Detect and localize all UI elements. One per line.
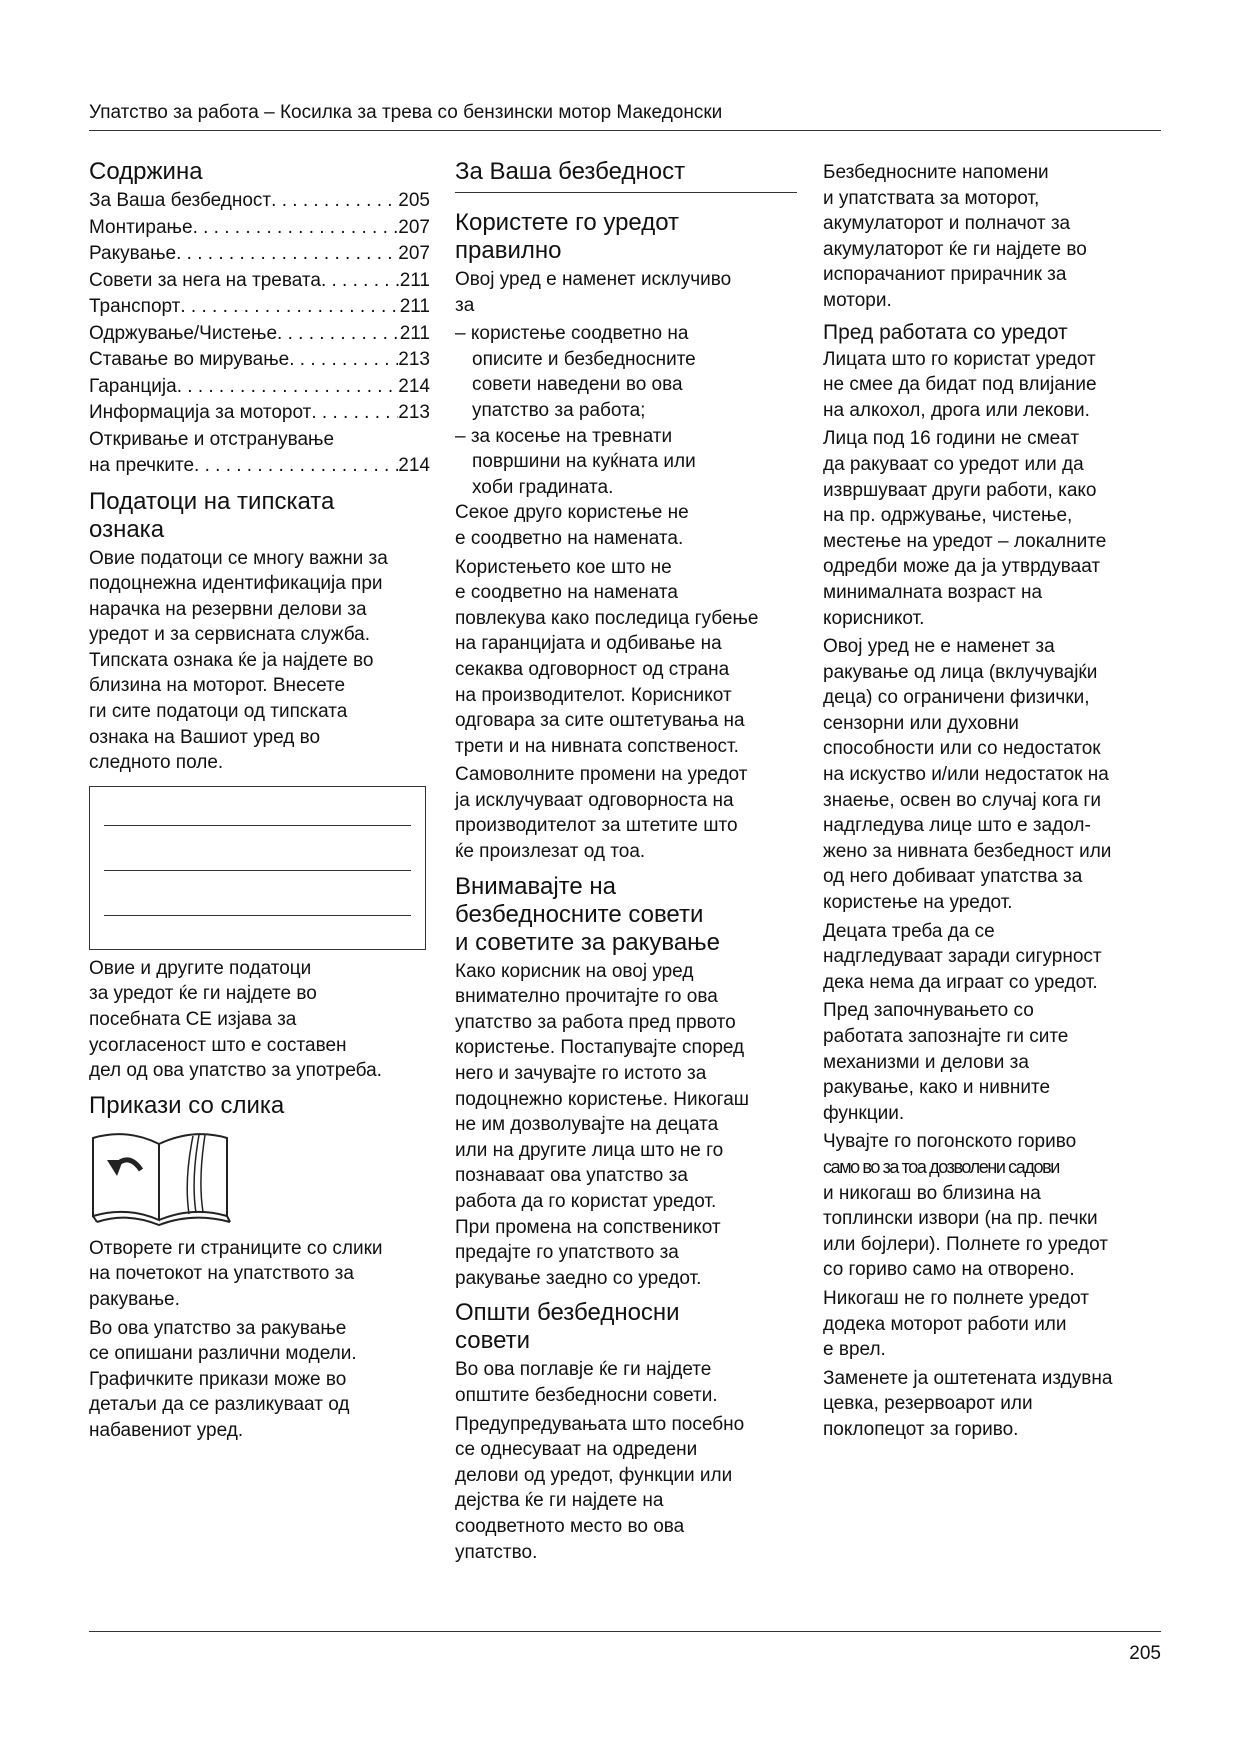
paragraph: [823, 919, 1163, 996]
text-line: Отворете ги страниците со слики: [89, 1237, 383, 1259]
text-line: трети и на нивната сопственост.: [455, 735, 739, 757]
text-line: мотори.: [823, 289, 892, 311]
text-line: Внимавајте на: [455, 872, 617, 900]
section-heading: [89, 1092, 430, 1120]
text-line: Типската ознака ќе ја најдете во: [89, 649, 374, 671]
footer-rule: [89, 1631, 1161, 1632]
text-line: знаење, освен во случај кога ги: [823, 789, 1101, 811]
paragraph: [823, 998, 1163, 1126]
text-line: е врел.: [823, 1339, 886, 1361]
text-line: површини на куќната или: [472, 451, 696, 473]
text-line: додека моторот работи или: [823, 1313, 1067, 1335]
text-line: сензорни или духовни: [823, 712, 1019, 734]
paragraph: [89, 546, 430, 776]
text-line: безбедносните совети: [455, 900, 704, 928]
open-book-icon: [89, 1130, 234, 1228]
toc-page: 213: [398, 402, 430, 423]
text-line: Предупредувањата што посебно: [455, 1413, 745, 1435]
paragraph: [455, 1357, 797, 1408]
text-line: ги сите податоци од типската: [89, 701, 348, 723]
text-line: механизми и делови за: [823, 1051, 1029, 1073]
text-line: детаљи да се разликуваат од: [89, 1394, 350, 1416]
text-line: Децата треба да се: [823, 920, 995, 942]
text-line: се опишани различни модели.: [89, 1343, 357, 1365]
text-line: за уредот ќе ги најдете во: [89, 983, 317, 1005]
paragraph: [823, 1366, 1163, 1443]
paragraph: [455, 555, 797, 760]
text-line: користење на уредот.: [823, 892, 1013, 914]
text-line: производителот за штетите што: [455, 815, 738, 837]
toc-label: Ракување: [89, 243, 177, 264]
text-line: на пр. одржување, чистење,: [823, 505, 1073, 527]
list-item: [455, 321, 797, 423]
text-line: повлекува како последица губење: [455, 607, 759, 629]
text-line: При промена на сопственикот: [455, 1216, 721, 1238]
text-line: ракување.: [89, 1289, 180, 1310]
toc-label: Ставање во мирување: [89, 349, 290, 370]
toc-entry[interactable]: [89, 188, 430, 215]
toc-label: За Ваша безбедност: [89, 190, 272, 211]
text-line: Овие и другите податоци: [89, 957, 312, 979]
toc-entry[interactable]: [89, 453, 430, 480]
text-line: хоби градината.: [472, 476, 614, 498]
text-line: Прикази со слика: [89, 1091, 285, 1119]
section-heading: [455, 158, 797, 193]
text-line: работа да го користат уредот.: [455, 1191, 717, 1212]
text-line: надгледуваат заради сигурност: [823, 946, 1102, 968]
text-line: дел од ова упатство за употреба.: [89, 1060, 382, 1082]
column-2: [455, 158, 797, 1568]
toc-leader: [176, 241, 398, 268]
text-line: ќе произлезат од тоа.: [455, 841, 646, 863]
text-line: Општи безбедносни: [455, 1299, 680, 1327]
text-line: функции.: [823, 1102, 905, 1124]
toc-entry[interactable]: [89, 374, 430, 401]
text-line: Пред започнувањето со: [823, 1000, 1034, 1022]
text-line: дејства ќе ги најдете на: [455, 1490, 664, 1512]
text-line: Графичките прикази може во: [89, 1368, 347, 1390]
text-line: деца) со ограничени физички,: [823, 687, 1090, 709]
text-line: Безбедносните напомени: [823, 162, 1049, 183]
toc-label: Монтирање: [89, 216, 193, 238]
text-line: Како корисник на овој уред: [455, 960, 694, 982]
text-line: упатство.: [455, 1541, 538, 1563]
text-line: Самоволните промени на уредот: [455, 764, 748, 786]
text-line: или на другите лица што не го: [455, 1139, 724, 1161]
text-line: е соодветно на намената: [455, 582, 678, 604]
text-line: делови од уредот, функции или: [455, 1464, 733, 1486]
toc-page: 211: [399, 322, 430, 344]
type-plate-entry-field: [89, 786, 426, 950]
text-line: ракување од лица (вклучувајќи: [823, 661, 1098, 683]
text-line: на производителот. Корисникот: [455, 684, 732, 706]
text-line: следното поле.: [89, 752, 224, 774]
text-line: на гаранцијата и одбивање на: [455, 633, 722, 655]
text-line: само во за тоа дозволени садови: [823, 1156, 1059, 1177]
paragraph: [455, 267, 797, 318]
text-line: поклопецот за гориво.: [823, 1418, 1019, 1440]
text-line: За Ваша безбедност: [455, 158, 686, 185]
text-line: надгледува лице што е задол-: [823, 815, 1091, 837]
toc-label: Одржување/Чистење: [89, 322, 278, 344]
toc-page: 214: [398, 455, 430, 476]
paragraph: [455, 959, 797, 1292]
list-item: [455, 424, 797, 501]
toc-leader: [311, 400, 398, 427]
paragraph: [455, 500, 797, 551]
toc-page: 213: [398, 349, 430, 370]
toc-leader: [271, 188, 398, 215]
text-line: ознака на Вашиот уред во: [89, 726, 321, 748]
toc-page: 207: [398, 216, 430, 238]
text-line: нарачка на резервни делови за: [89, 598, 367, 620]
text-line: описите и безбедносните: [472, 348, 696, 370]
text-line: Пред работата со уредот: [823, 320, 1068, 344]
text-line: Лица под 16 години не смеат: [823, 428, 1080, 450]
text-line: за: [455, 294, 475, 316]
column-1: [89, 158, 430, 1447]
toc-entry[interactable]: [89, 215, 430, 242]
toc-page: 211: [399, 296, 430, 317]
text-line: Никогаш не го полнете уредот: [823, 1287, 1089, 1309]
toc-entry[interactable]: [89, 268, 430, 295]
text-line: близина на моторот. Внесете: [89, 675, 346, 697]
toc-leader: [177, 374, 399, 401]
text-line: испорачаниот прирачник за: [823, 264, 1067, 286]
paragraph: [89, 1236, 430, 1313]
text-line: совети: [455, 1327, 531, 1355]
toc-entry[interactable]: [89, 427, 430, 454]
text-line: и советите за ракување: [455, 928, 721, 956]
text-line: подоцнежна идентификација при: [89, 573, 383, 595]
toc-entry[interactable]: [89, 347, 430, 374]
header-rule: [89, 130, 1161, 131]
toc-entry[interactable]: [89, 241, 430, 268]
text-line: цевка, резервоарот или: [823, 1393, 1033, 1415]
text-line: Заменете ја оштетената издувна: [823, 1367, 1113, 1389]
paragraph: [823, 1286, 1163, 1363]
section-heading: [455, 1299, 797, 1355]
toc-leader: [194, 453, 398, 480]
text-line: одредби може да ја утврдуваат: [823, 556, 1101, 578]
text-line: Во ова упатство за ракување: [89, 1317, 347, 1339]
text-line: подоцнежно користење. Никогаш: [455, 1088, 750, 1110]
text-line: правилно: [455, 237, 562, 264]
text-line: посебната CE изјава за: [89, 1009, 297, 1031]
toc-leader: [193, 215, 399, 242]
table-of-contents: [89, 188, 430, 480]
text-line: – за косење на тревнати: [455, 425, 673, 447]
paragraph: [89, 1316, 430, 1444]
section-heading: [455, 873, 797, 957]
toc-page: 214: [398, 375, 430, 397]
section-heading: [89, 158, 430, 186]
toc-entry[interactable]: [89, 400, 430, 427]
text-line: не им дозволувајте на децата: [455, 1114, 719, 1136]
toc-leader: [277, 321, 400, 348]
book-illustration: [89, 1130, 234, 1228]
text-line: акумулаторот ќе ги најдете во: [823, 238, 1087, 260]
text-line: општите безбедносни совети.: [455, 1384, 718, 1406]
text-line: секаква одговорност од страна: [455, 658, 730, 680]
page-number: 205: [1129, 1643, 1161, 1664]
text-line: Овој уред не е наменет за: [823, 636, 1055, 658]
text-line: на почетокот на упатството за: [89, 1263, 354, 1285]
text-line: акумулаторот и полначот за: [823, 213, 1071, 235]
text-line: Лицата што го користат уредот: [823, 348, 1096, 370]
text-line: одговара за сите оштетувања на: [455, 710, 745, 732]
text-line: ракување, како и нивните: [823, 1077, 1051, 1099]
toc-page: 205: [398, 190, 430, 211]
text-line: да ракуваат со уредот или да: [823, 453, 1084, 475]
text-line: соодветното место во ова: [455, 1515, 685, 1537]
paragraph: [455, 762, 797, 864]
text-line: Во ова поглавје ќе ги најдете: [455, 1359, 712, 1381]
text-line: работата запознајте ги сите: [823, 1026, 1069, 1047]
page-header: Упатство за работа – Косилка за трева со бензински мотор Македонски: [89, 102, 723, 123]
toc-label: Транспорт: [89, 296, 181, 317]
text-line: уредот и за сервисната служба.: [89, 624, 371, 646]
text-line: познаваат ова упатство за: [455, 1165, 688, 1187]
toc-entry[interactable]: [89, 294, 430, 321]
paragraph: [823, 160, 1163, 314]
paragraph: [823, 426, 1163, 631]
text-line: него и зачувајте го истото за: [455, 1063, 707, 1085]
text-line: или бојлери). Полнете го уредот: [823, 1233, 1108, 1255]
paragraph: [823, 634, 1163, 916]
text-line: користење. Постапувајте според: [455, 1037, 745, 1059]
text-line: Користете го уредот: [455, 209, 680, 236]
text-line: минималната возраст на: [823, 581, 1043, 603]
toc-label: Откривање и отстранување: [89, 428, 335, 450]
text-line: ознака: [89, 515, 165, 543]
text-line: предајте го упатството за: [455, 1242, 679, 1264]
toc-leader: [180, 294, 399, 321]
text-line: ракување заедно со уредот.: [455, 1267, 702, 1289]
text-line: со гориво само на отворено.: [823, 1259, 1075, 1281]
text-line: на искуство и/или недостаток на: [823, 764, 1109, 786]
toc-label: Информација за моторот: [89, 402, 312, 423]
text-line: дека нема да играат со уредот.: [823, 971, 1098, 993]
toc-label: Гаранција: [89, 375, 177, 397]
toc-leader: [289, 347, 398, 374]
text-line: способности или со недостаток: [823, 738, 1101, 760]
text-line: Податоци на типската: [89, 487, 335, 515]
entry-line: [104, 915, 411, 916]
paragraph: [455, 1412, 797, 1566]
text-line: топлински извори (на пр. печки: [823, 1208, 1098, 1230]
text-line: – користење соодветно на: [455, 323, 689, 345]
text-line: набавениот уред.: [89, 1419, 244, 1441]
text-line: Овој уред е наменет исклучиво: [455, 269, 732, 290]
text-line: на алкохол, дрога или лекови.: [823, 399, 1090, 421]
text-line: ја исклучуваат одговорноста на: [455, 789, 734, 811]
paragraph: [89, 956, 430, 1084]
paragraph: [823, 1129, 1163, 1283]
text-line: Користењето кое што не: [455, 556, 672, 578]
text-line: и никогаш во близина на: [823, 1182, 1041, 1204]
toc-label: Совети за нега на тревата: [89, 269, 321, 291]
text-line: не смее да бидат под влијание: [823, 374, 1097, 396]
text-line: и упатствата за моторот,: [823, 187, 1040, 209]
section-heading: [455, 209, 797, 265]
text-line: усогласеност што е составен: [89, 1034, 347, 1056]
text-line: е соодветно на намената.: [455, 527, 684, 549]
text-line: совети наведени во ова: [472, 374, 683, 396]
section-heading: [89, 488, 430, 544]
entry-line: [104, 870, 411, 871]
text-line: од него добиваат упатства за: [823, 866, 1083, 888]
toc-label: на пречките: [89, 455, 195, 476]
text-line: Овие податоци се многу важни за: [89, 547, 388, 569]
text-line: извршуваат други работи, како: [823, 479, 1097, 501]
text-line: упатство за работа;: [472, 399, 646, 421]
text-line: внимателно прочитајте го ова: [455, 986, 718, 1008]
toc-entry[interactable]: [89, 321, 430, 348]
text-line: се однесуваат на одредени: [455, 1439, 698, 1461]
column-3: [823, 160, 1163, 1446]
text-line: корисникот.: [823, 607, 925, 629]
text-line: жено за нивната безбедност или: [823, 840, 1112, 862]
toc-leader: [321, 268, 400, 295]
text-line: местење на уредот – локалните: [823, 530, 1107, 552]
paragraph: [823, 347, 1163, 424]
section-heading: [823, 320, 1163, 346]
toc-page: 207: [398, 243, 430, 264]
text-line: Секое друго користење не: [455, 502, 689, 524]
text-line: Содржина: [89, 158, 203, 185]
text-line: Чувајте го погонското гориво: [823, 1131, 1077, 1153]
entry-line: [104, 825, 411, 826]
toc-page: 211: [399, 269, 430, 291]
text-line: упатство за работа пред првото: [455, 1011, 736, 1033]
